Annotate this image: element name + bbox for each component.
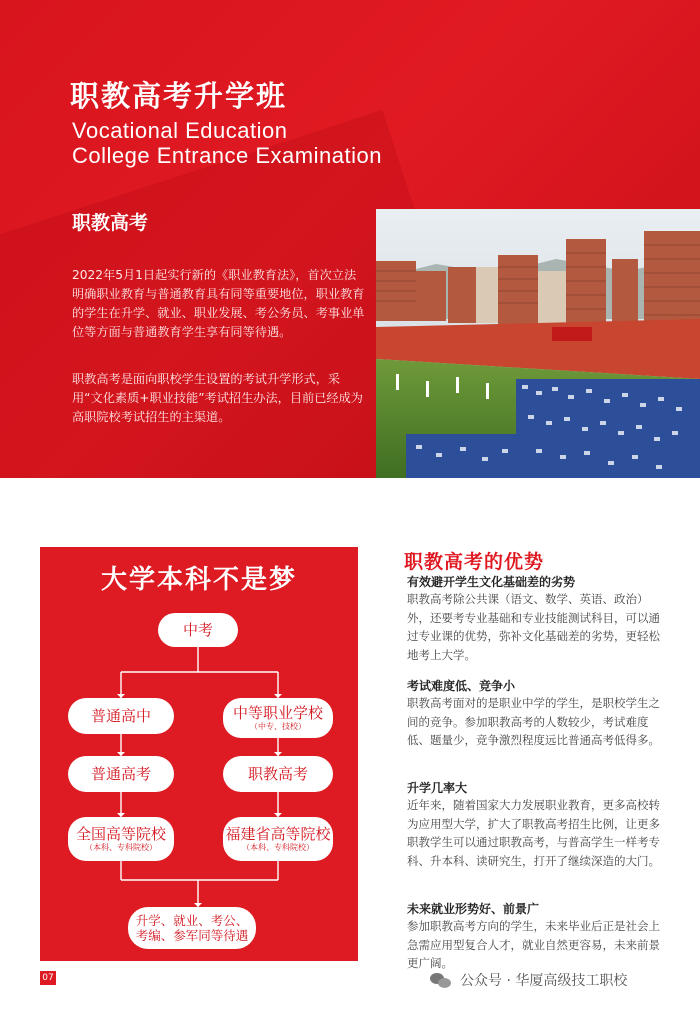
node-note: （中专、技校） (250, 721, 306, 731)
advantage-text-1: 职教高考除公共课（语文、数学、英语、政治）外，还要考专业基础和专业技能测试科目，可以通过专业课的优势，弥补文化基础差的劣势，更轻松地考上大学。 (407, 592, 660, 662)
node-label: 福建省高等院校 (225, 824, 331, 843)
node-note: （本科、专科院校） (85, 842, 157, 852)
wechat-icon (430, 971, 452, 989)
wechat-watermark (430, 970, 627, 990)
node-label: 全国高等院校 (75, 824, 166, 843)
node-note: （本科、专科院校） (242, 842, 314, 852)
advantage-heading-3: 升学几率大 (407, 781, 468, 795)
flowchart-connectors (40, 547, 358, 961)
node-vocational-college-exam (223, 756, 333, 792)
node-label: 普通高考 (90, 764, 151, 783)
page-number: 07 (40, 971, 56, 985)
english-title-line-1: Vocational Education (72, 118, 288, 143)
advantage-text-3: 近年来，随着国家大力发展职业教育，更多高校转为应用型大学，扩大了职教高考招生比例，让更多职教学生可以通过职教高考，与普高学生一样考专科、升本科、读研究生，打开了继续深造的大门。 (407, 798, 660, 868)
campus-photo-illustration (376, 209, 700, 478)
node-general-college-exam (68, 756, 174, 792)
advantage-heading-1: 有效避开学生文化基础差的劣势 (407, 575, 576, 589)
advantage-heading-4: 未来就业形势好、前景广 (407, 902, 540, 916)
intro-paragraph-2: 职教高考是面向职校学生设置的考试升学形式，采用“文化素质+职业技能”考试招生办法，目前已经成为高职院校考试招生的主渠道。 (72, 372, 363, 424)
pathway-flowchart (40, 547, 358, 961)
node-vocational-school (223, 698, 333, 738)
watermark-text: 公众号 · 华厦高级技工职校 (460, 973, 628, 989)
advantage-text-2: 职教高考面对的是职业中学的学生，是职校学生之间的竞争。参加职教高考的人数较少，考试难度低、题量少，竞争激烈程度远比普通高考低得多。 (407, 696, 660, 747)
node-label-line-2: 考编、参军同等待遇 (135, 928, 249, 943)
section-subtitle: 职教高考 (72, 212, 149, 234)
node-equal-treatment (128, 907, 256, 949)
node-middle-school-exam (158, 613, 238, 647)
english-title (72, 118, 382, 168)
advantage-text-4: 参加职教高考方向的学生，未来毕业后正是社会上急需应用型复合人才，就业自然更容易，未来前景更广阔。 (407, 919, 660, 970)
node-national-universities (68, 817, 174, 861)
node-label: 中考 (182, 620, 213, 639)
english-title-line-2: College Entrance Examination (72, 143, 382, 168)
node-label: 普通高中 (90, 706, 151, 725)
node-label: 中等职业学校 (232, 703, 323, 722)
node-general-high-school (68, 698, 174, 734)
intro-paragraph-1: 2022年5月1日起实行新的《职业教育法》，首次立法明确职业教育与普通教育具有同等重要地位，职业教育的学生在升学、就业、职业发展、考公务员、考事业单位等方面与普通教育学生享有同等待遇。 (72, 268, 365, 339)
node-fujian-universities (223, 817, 333, 861)
node-label-line-1: 升学、就业、考公、 (135, 913, 249, 928)
advantage-heading-2: 考试难度低、竞争小 (407, 679, 516, 693)
node-label: 职教高考 (247, 764, 308, 783)
advantages-title: 职教高考的优势 (404, 551, 545, 573)
page-title: 职教高考升学班 (70, 79, 288, 113)
flowchart-title: 大学本科不是梦 (100, 565, 297, 595)
campus-photo (376, 209, 700, 478)
